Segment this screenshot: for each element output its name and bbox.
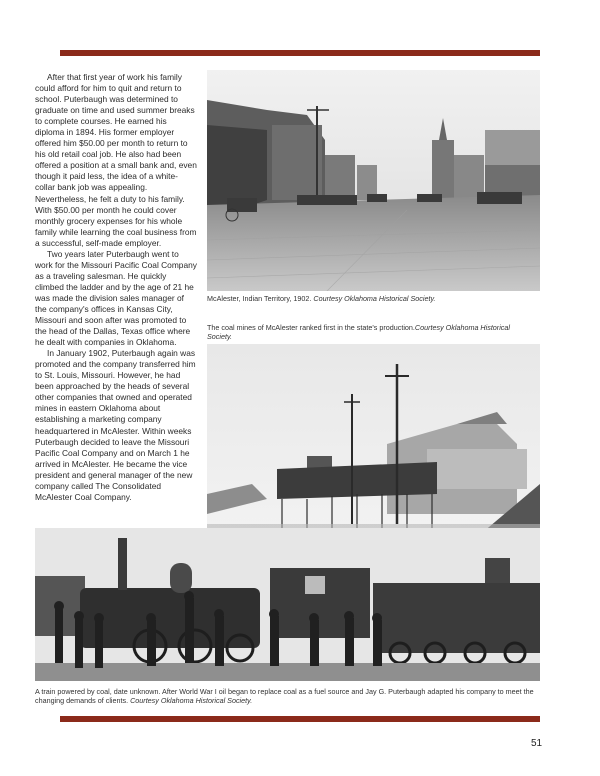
caption-credit: Courtesy Oklahoma Historical Society. [313, 294, 436, 303]
caption-train [35, 687, 540, 705]
caption-text: The coal mines of McAlester ranked first in the state's production. [207, 323, 415, 332]
caption-street [207, 294, 540, 303]
paragraph: After that first year of work his family could afford for him to quit and return to school. Puterbaugh was determined to graduate on time and used summer breaks to complete courses. He earned his diploma in 1894. His former employer offered him $50.00 per month to return to his old retail coal job. He also had been offered a position at a small bank and, even though it paid less, the idea of a white-collar bank job was appealing. Nevertheless, he felt a duty to his family. With $50.00 per month he could cover monthly grocery expenses for his whole family while learning the coal business from a successful, self-made employer. [35, 72, 197, 248]
street-photo [207, 70, 540, 291]
top-rule [60, 50, 540, 56]
body-text-column [35, 72, 197, 503]
bottom-rule [60, 716, 540, 722]
caption-credit: Courtesy Oklahoma Historical Society. [130, 696, 253, 705]
caption-text: McAlester, Indian Territory, 1902. [207, 294, 314, 303]
caption-text: A train powered by coal, date unknown. After World War I oil began to replace coal as a fuel source and Jay G. Puterbaugh adapted his company to meet the changing demands of clients. [35, 687, 534, 705]
paragraph: Two years later Puterbaugh went to work for the Missouri Pacific Coal Company as a traveling salesman. He quickly climbed the ladder and by the age of 21 he was made the division sales manager of the company's offices in Kansas City, Missouri and soon after was promoted to the head of the Dallas, Texas office where he dealt with companies in Oklahoma. [35, 248, 197, 348]
page-number: 51 [531, 738, 543, 749]
train-photo [35, 528, 540, 681]
caption-credit: Courtesy Oklahoma Historical Society. [207, 323, 510, 341]
paragraph: In January 1902, Puterbaugh again was promoted and the company transferred him to St. Louis, Missouri. However, he had been approached by the heads of several other companies that owned and operated mines in eastern Oklahoma about establishing a marketing company headquartered in McAlester. Within weeks Puterbaugh decided to leave the Missouri Pacific Coal Company and on March 1 he arrived in McAlester. He became the vice president and general manager of the new company called The Consolidated McAlester Coal Company. [35, 348, 196, 502]
caption-mines [207, 323, 527, 341]
